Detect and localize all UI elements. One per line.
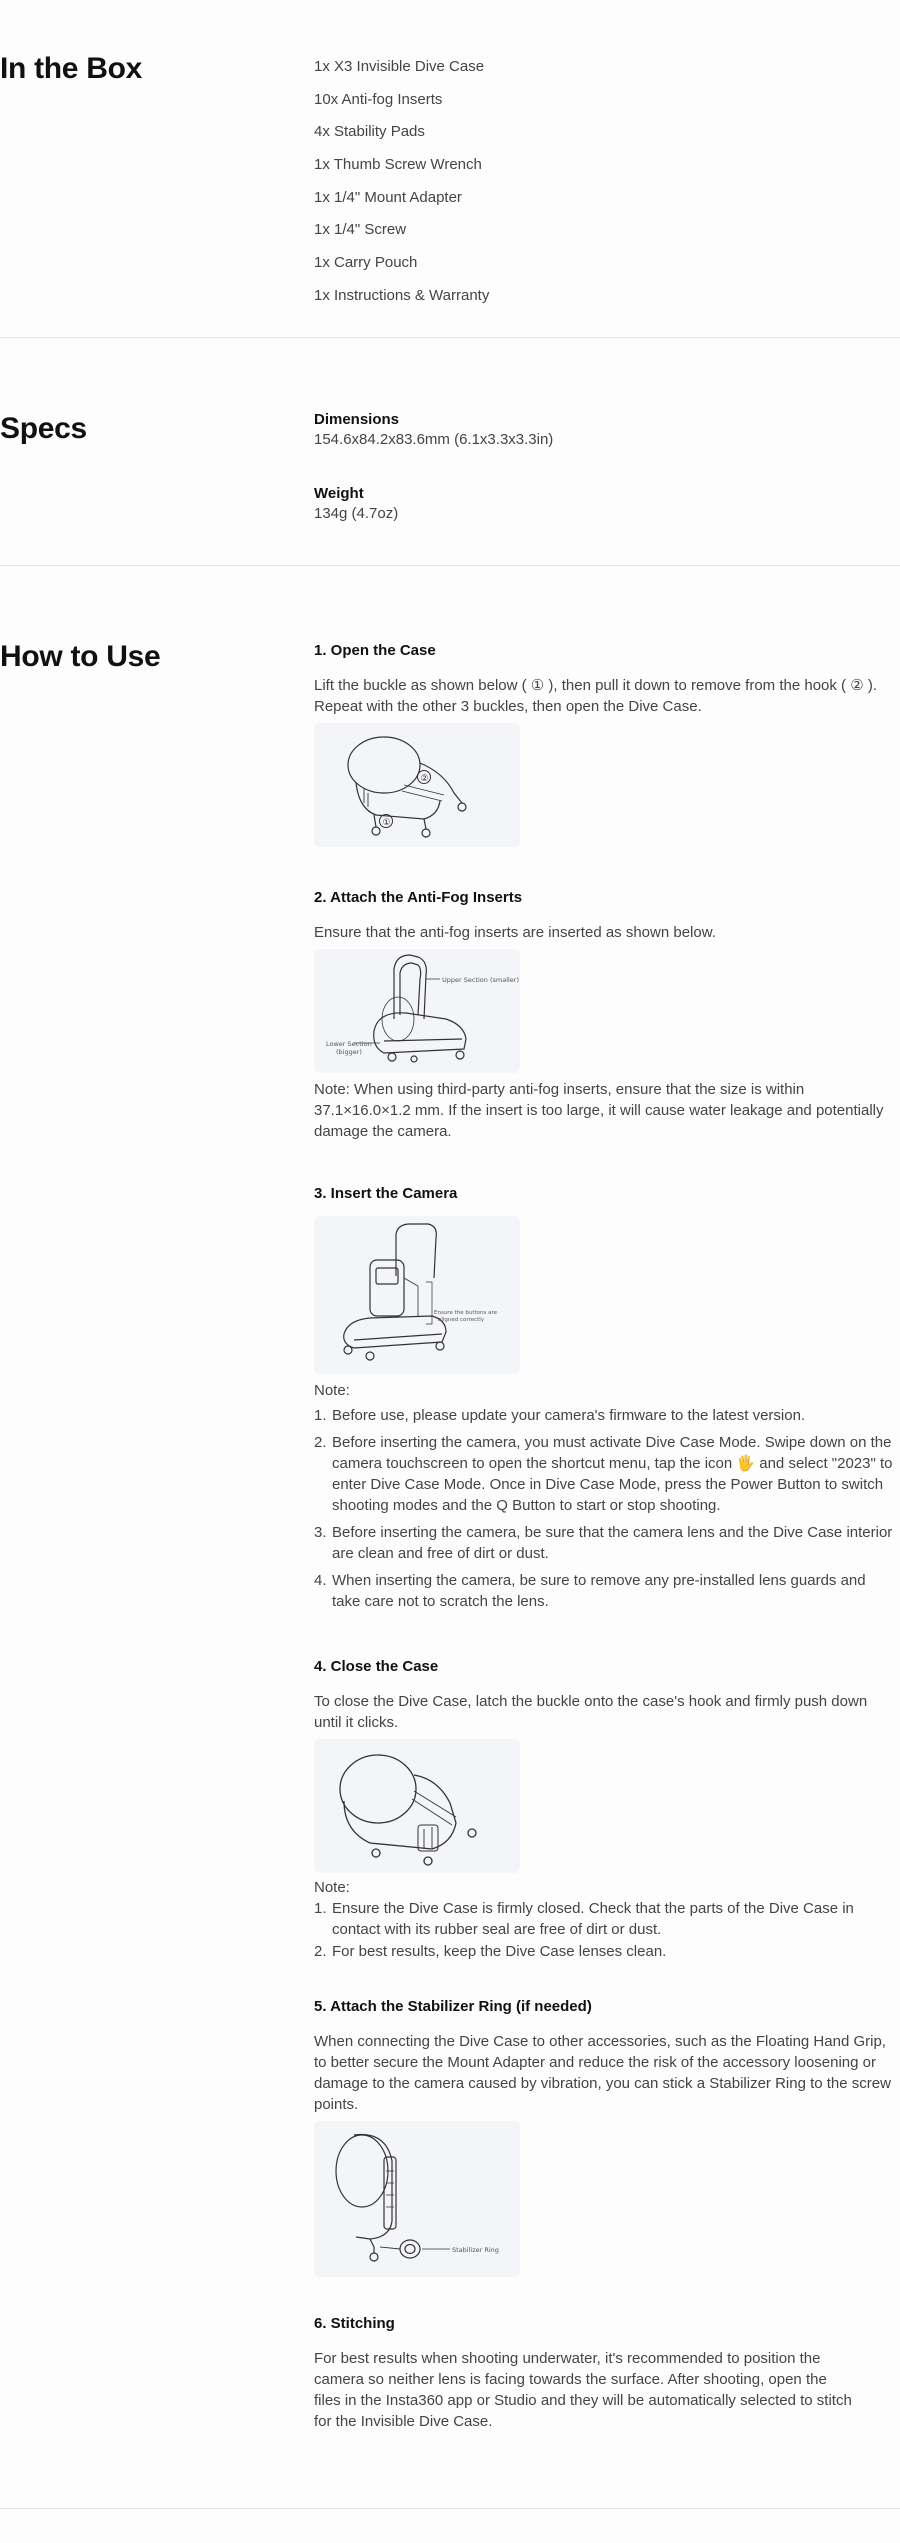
weight-label: Weight bbox=[314, 485, 364, 502]
box-item: 10x Anti-fog Inserts bbox=[314, 90, 443, 108]
step-note: Note: When using third-party anti-fog inserts, ensure that the size is within 37.1×16.0×1.2 mm. If the insert is too large, it will cause water leakage and potentially damage the camera. bbox=[314, 1081, 884, 1140]
step-stabilizer-ring bbox=[314, 1997, 894, 2277]
insert-camera-illustration bbox=[314, 1216, 520, 1374]
step-stitching bbox=[314, 2314, 894, 2432]
step-title: 3. Insert the Camera bbox=[314, 1185, 458, 1202]
anti-fog-illustration bbox=[314, 949, 520, 1073]
step-close-case bbox=[314, 1657, 894, 1963]
box-item: 1x 1/4" Screw bbox=[314, 221, 407, 239]
close-case-illustration bbox=[314, 1739, 520, 1873]
note-item: 4. When inserting the camera, be sure to remove any pre-installed lens guards and take care not to scratch the lens. bbox=[314, 1572, 866, 1610]
step-text: Lift the buckle as shown below ( ① ), then pull it down to remove from the hook ( ② ). Repeat with the other 3 buckles, then open the Dive Case. bbox=[314, 677, 877, 715]
weight-value: 134g (4.7oz) bbox=[314, 505, 399, 522]
note-item: 3. Before inserting the camera, be sure that the camera lens and the Dive Case interior are clean and free of dirt or dust. bbox=[314, 1524, 893, 1562]
in-the-box-title: In the Box bbox=[0, 52, 143, 85]
specs-title: Specs bbox=[0, 412, 87, 445]
step-open-case bbox=[314, 641, 894, 847]
step-text: Ensure that the anti-fog inserts are inserted as shown below. bbox=[314, 924, 716, 941]
section-divider bbox=[0, 2508, 900, 2509]
fig-label-stabilizer: Stabilizer Ring bbox=[452, 2246, 499, 2254]
fig-label-upper: Upper Section (smaller) bbox=[442, 976, 520, 984]
step-anti-fog bbox=[314, 888, 894, 1142]
box-item: 1x Carry Pouch bbox=[314, 254, 418, 272]
specs-content bbox=[314, 410, 894, 524]
step-text: To close the Dive Case, latch the buckle onto the case's hook and firmly push down until it clicks. bbox=[314, 1693, 868, 1731]
step-title: 2. Attach the Anti-Fog Inserts bbox=[314, 889, 523, 906]
how-to-use-title: How to Use bbox=[0, 640, 161, 673]
box-item: 1x X3 Invisible Dive Case bbox=[314, 58, 485, 75]
fig-mark-2: ② bbox=[420, 774, 429, 784]
box-item: 4x Stability Pads bbox=[314, 123, 425, 141]
fig-label-1: Ensure the buttons are bbox=[434, 1310, 498, 1316]
close-notes-list bbox=[314, 1898, 894, 1962]
in-the-box-content bbox=[314, 57, 894, 319]
step-text: For best results when shooting underwater, it's recommended to position the camera so neither lens is facing towards the surface. After shooting, open the files in the Insta360 app or Studio and they will be automatically selected to stitch for the Invisible Dive Case. bbox=[314, 2350, 852, 2430]
box-items-list bbox=[314, 57, 894, 306]
dimensions-value: 154.6x84.2x83.6mm (6.1x3.3x3.3in) bbox=[314, 431, 554, 448]
section-divider bbox=[0, 565, 900, 566]
note-label: Note: bbox=[314, 1382, 350, 1399]
box-item: 1x Thumb Screw Wrench bbox=[314, 156, 482, 174]
note-label: Note: bbox=[314, 1879, 350, 1896]
open-case-illustration bbox=[314, 723, 520, 847]
step-title: 1. Open the Case bbox=[314, 642, 436, 659]
note-item: 1. Ensure the Dive Case is firmly closed. Check that the parts of the Dive Case in contact with its rubber seal are free of dirt or dust. bbox=[314, 1900, 854, 1938]
fig-label-lower-1: Lower Section bbox=[326, 1040, 372, 1048]
camera-notes-list bbox=[314, 1405, 894, 1612]
fig-mark-1: ① bbox=[382, 818, 391, 828]
step-title: 6. Stitching bbox=[314, 2315, 395, 2332]
box-item: 1x Instructions & Warranty bbox=[314, 286, 490, 304]
stabilizer-ring-illustration bbox=[314, 2121, 520, 2277]
note-item: 1. Before use, please update your camera's firmware to the latest version. bbox=[314, 1407, 806, 1424]
step-title: 5. Attach the Stabilizer Ring (if needed) bbox=[314, 1998, 592, 2015]
fig-label-2: aligned correctly bbox=[438, 1317, 485, 1323]
step-title: 4. Close the Case bbox=[314, 1658, 439, 1675]
dimensions-label: Dimensions bbox=[314, 411, 400, 428]
fig-label-lower-2: (bigger) bbox=[336, 1048, 362, 1056]
note-item: 2. Before inserting the camera, you must activate Dive Case Mode. Swipe down on the camera touchscreen to open the shortcut menu, tap the icon 🖐 and select "2023" to enter Dive Case Mode. Once in Dive Case Mode, press the Power Button to switch shooting modes and the Q Button to start or stop shooting. bbox=[314, 1434, 893, 1514]
box-item: 1x 1/4" Mount Adapter bbox=[314, 188, 462, 206]
step-insert-camera bbox=[314, 1184, 894, 1618]
section-divider bbox=[0, 337, 900, 338]
note-item: 2. For best results, keep the Dive Case lenses clean. bbox=[314, 1943, 667, 1960]
step-text: When connecting the Dive Case to other accessories, such as the Floating Hand Grip, to better secure the Mount Adapter and reduce the risk of the accessory loosening or damage to the camera caused by vibration, you can stick a Stabilizer Ring to the screw points. bbox=[314, 2033, 891, 2113]
